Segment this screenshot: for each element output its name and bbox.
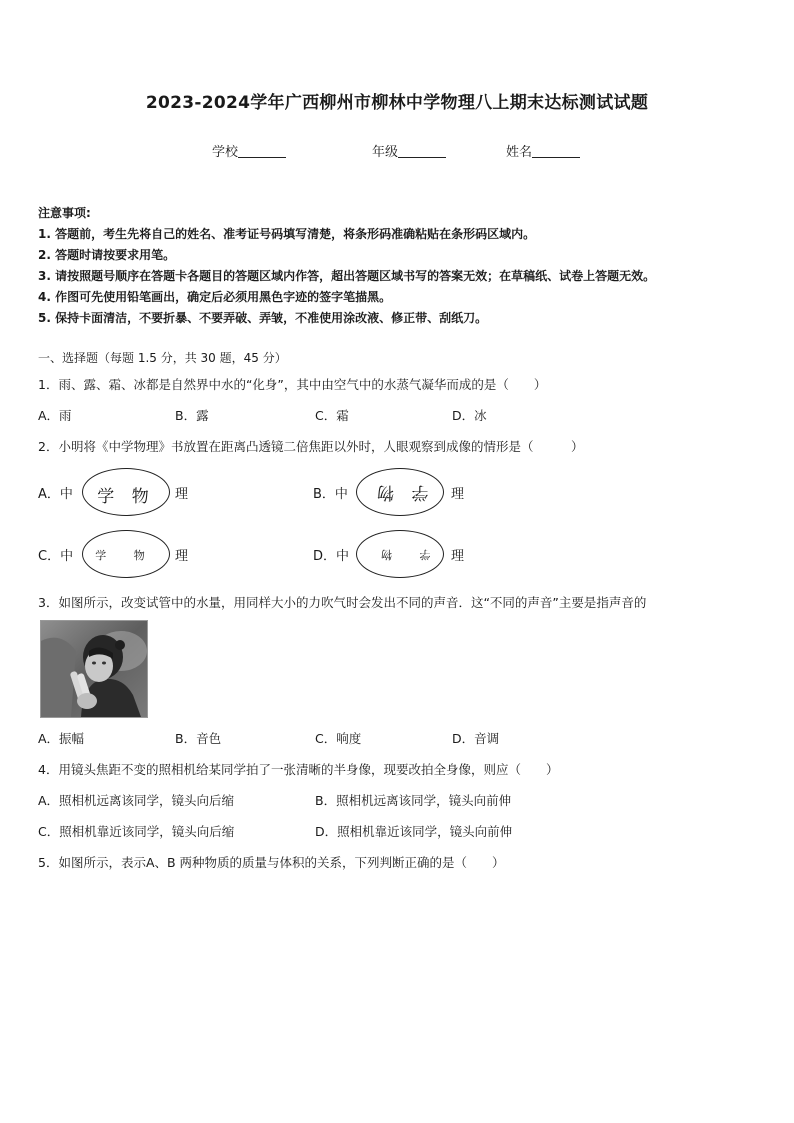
- q2-option-b[interactable]: B．中: [313, 487, 348, 502]
- q2-d-suffix: 理: [451, 549, 465, 564]
- q2-a-image-text: 学 物: [97, 487, 155, 507]
- question-1-text: 1．雨、露、霜、冰都是自然界中水的“化身”，其中由空气中的水蒸气凝华而成的是（ ）: [38, 377, 547, 392]
- note-item: 3. 请按照题号顺序在答题卡各题目的答题区域内作答，超出答题区域书写的答案无效；在草稿纸、试卷上答题无效。: [38, 269, 656, 283]
- question-3-text: 3．如图所示，改变试管中的水量，用同样大小的力吹气时会发出不同的声音．这“不同的声音”主要是指声音的: [38, 595, 647, 610]
- q1-option-d[interactable]: D．冰: [452, 408, 487, 423]
- section-title: 一、选择题（每题 1.5 分，共 30 题，45 分）: [38, 351, 287, 365]
- q4-option-b[interactable]: B．照相机远离该同学，镜头向前伸: [315, 793, 512, 808]
- q2-option-a[interactable]: A．中: [38, 487, 73, 502]
- notes-title: 注意事项:: [38, 206, 91, 220]
- q4-option-d[interactable]: D．照相机靠近该同学，镜头向前伸: [315, 824, 513, 839]
- name-label: 姓名: [506, 145, 533, 160]
- grade-blank[interactable]: [398, 145, 446, 158]
- school-field: [212, 141, 286, 160]
- q2-b-suffix: 理: [451, 487, 465, 502]
- q2-option-c[interactable]: C．中: [38, 549, 74, 564]
- q3-option-d[interactable]: D．音调: [452, 731, 500, 746]
- name-field: [506, 141, 580, 160]
- q1-option-a[interactable]: A．雨: [38, 408, 72, 423]
- note-item: 4. 作图可先使用铅笔画出，确定后必须用黑色字迹的签字笔描黑。: [38, 290, 392, 304]
- q2-b-image-text: 学 物: [371, 482, 429, 502]
- question-2-text: 2．小明将《中学物理》书放置在距离凸透镜二倍焦距以外时，人眼观察到成像的情形是（ ）: [38, 439, 584, 454]
- q2-d-lens-image: [356, 530, 444, 578]
- q2-c-image-text: 学 物: [95, 549, 157, 562]
- grade-field: [372, 141, 446, 160]
- q2-a-lens-image: [82, 468, 170, 516]
- note-item: 1. 答题前，考生先将自己的姓名、准考证号码填写清楚，将条形码准确粘贴在条形码区域内。: [38, 227, 536, 241]
- school-label: 学校: [212, 145, 239, 160]
- note-item: 2. 答题时请按要求用笔。: [38, 248, 176, 262]
- q2-c-suffix: 理: [175, 549, 189, 564]
- q1-option-c[interactable]: C．霜: [315, 408, 349, 423]
- q2-option-d[interactable]: D．中: [313, 549, 350, 564]
- q3-photo: [40, 620, 148, 718]
- grade-label: 年级: [372, 145, 399, 160]
- q3-option-a[interactable]: A．振幅: [38, 731, 85, 746]
- question-5-text: 5．如图所示，表示A、B 两种物质的质量与体积的关系，下列判断正确的是（ ）: [38, 855, 505, 870]
- note-item: 5. 保持卡面清洁，不要折暴、不要弄破、弄皱，不准使用涂改液、修正带、刮纸刀。: [38, 311, 488, 325]
- q1-option-b[interactable]: B．露: [175, 408, 209, 423]
- q4-option-a[interactable]: A．照相机远离该同学，镜头向后缩: [38, 793, 235, 808]
- q3-option-b[interactable]: B．音色: [175, 731, 222, 746]
- q2-c-lens-image: [82, 530, 170, 578]
- page-title: 2023-2024学年广西柳州市柳林中学物理八上期末达标测试试题: [145, 93, 649, 113]
- q2-a-suffix: 理: [175, 487, 189, 502]
- name-blank[interactable]: [532, 145, 580, 158]
- child-blowing-test-tube-photo: [41, 621, 147, 717]
- school-blank[interactable]: [238, 145, 286, 158]
- q2-d-image-text: 学 物: [369, 548, 431, 561]
- question-4-text: 4．用镜头焦距不变的照相机给某同学拍了一张清晰的半身像，现要改拍全身像，则应（ ）: [38, 762, 559, 777]
- q4-option-c[interactable]: C．照相机靠近该同学，镜头向后缩: [38, 824, 235, 839]
- q3-option-c[interactable]: C．响度: [315, 731, 362, 746]
- q2-b-lens-image: [356, 468, 444, 516]
